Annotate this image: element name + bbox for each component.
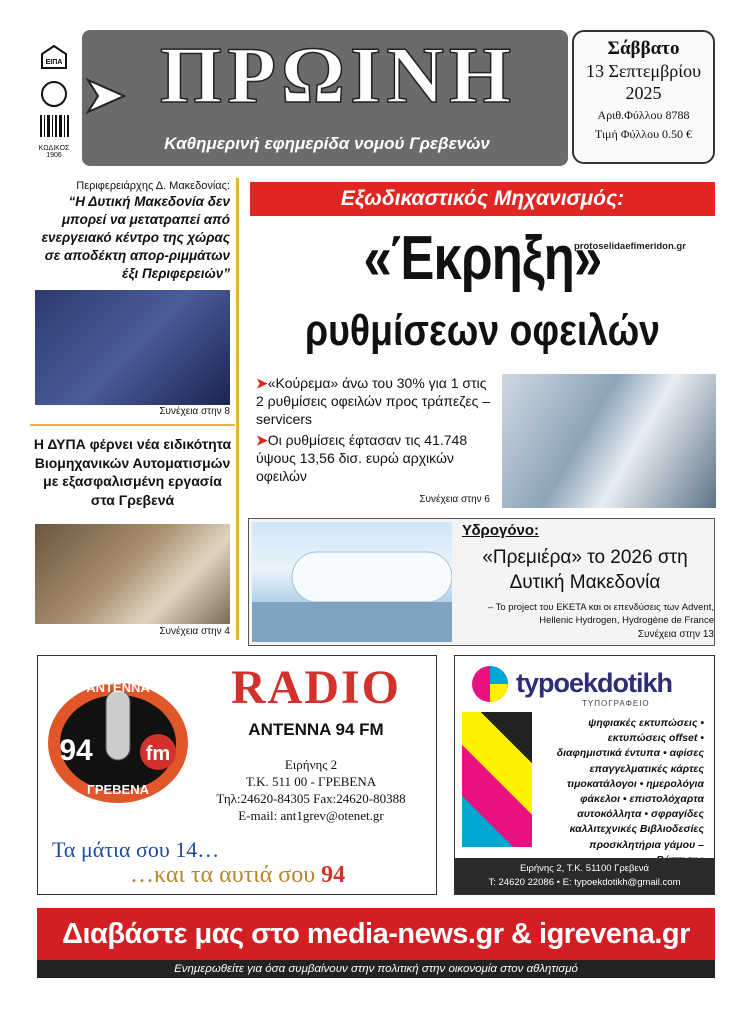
typoekdotikh-footer: Ειρήνης 2, Τ.Κ. 51100 Γρεβενά Τ: 24620 22086 • Ε: typoekdotikh@gmail.com <box>455 858 714 894</box>
svg-text:94: 94 <box>59 734 93 767</box>
radio-slogan-2: …και τα αυτιά σου 94 <box>130 862 346 888</box>
typoekdotikh-logo-icon <box>468 662 512 706</box>
watermark: protoselidaefimeridon.gr <box>574 241 686 252</box>
radio-microphone-logo <box>46 668 191 818</box>
house-logo-icon <box>34 42 74 70</box>
hydrogen-headline[interactable]: «Πρεμιέρα» το 2026 στη Δυτική Μακεδονία <box>482 547 688 593</box>
website-banner[interactable]: Διαβάστε μας στο media-news.gr & igrevena.gr <box>37 908 715 960</box>
cmyk-swatch-graphic <box>462 712 532 847</box>
newspaper-subtitle: Καθημερινή εφημερίδα νομού Γρεβενών <box>164 134 490 153</box>
main-bullet-2: ➤Οι ρυθμίσεις έφτασαν τις 41.748 ύψους 13,56 δισ. ευρώ αρχικών οφειλών <box>256 432 468 484</box>
hydrogen-tank-photo <box>252 522 452 642</box>
main-bullet-1: ➤«Κούρεμα» άνω του 30% για 1 στις 2 ρυθμίσεις οφειλών προς τράπεζες – servicers <box>256 375 491 427</box>
barcode-icon <box>34 113 74 139</box>
day-label: Σάββατο <box>607 38 680 59</box>
left-divider <box>30 424 235 426</box>
microphone-icon <box>106 690 130 760</box>
bottom-strip: Ενημερωθείτε για όσα συμβαίνουν στην πολιτική στην οικονομία στον αθλητισμό <box>37 960 715 978</box>
dypa-meeting-photo <box>35 524 230 624</box>
radio-subtitle: ANTENNA 94 FM <box>248 720 384 739</box>
hydrogen-continued[interactable]: Συνέχεια στην 13 <box>637 629 714 640</box>
main-story-banner: Εξωδικαστικός Μηχανισμός: <box>250 182 715 216</box>
hydrogen-subtext: – Το project του ΕΚΕΤΑ και οι επενδύσεις των Advent, Hellenic Hydrogen, Hydrogène de France <box>487 602 714 626</box>
left-story-2-continued[interactable]: Συνέχεια στην 4 <box>159 626 230 637</box>
left-story-1-lead: Περιφερειάρχης Δ. Μακεδονίας: <box>76 180 230 192</box>
regional-governor-photo <box>35 290 230 405</box>
code-label: ΚΩΔΙΚΟΣ 1906 <box>38 145 70 159</box>
svg-text:ΓΡΕΒΕΝΑ: ΓΡΕΒΕΝΑ <box>87 782 149 797</box>
hydrogen-tank-icon <box>252 522 452 642</box>
svg-text:ΕΙΠΑ: ΕΙΠΑ <box>45 59 63 66</box>
main-headline-2[interactable]: ρυθμίσεων οφειλών <box>304 306 660 355</box>
main-story-continued[interactable]: Συνέχεια στην 6 <box>419 494 490 505</box>
left-story-1-headline[interactable]: “Η Δυτική Μακεδονία δεν μπορεί να μετατραπεί από ενεργειακό κέντρο της χώρας σε αποδέκτη απορ-ριμμάτων έξι Περιφερειών” <box>41 194 230 281</box>
hydrogen-label: Υδρογόνο: <box>462 522 539 539</box>
date-label: 13 Σεπτεμβρίου <box>586 61 701 81</box>
date-box <box>572 30 715 164</box>
main-headline-1[interactable]: «Έκρηξη» <box>363 224 602 293</box>
radio-slogan-1: Τα μάτια σου 14… <box>52 837 220 862</box>
svg-text:ΑΝΤΕΝΝΑ: ΑΝΤΕΝΝΑ <box>86 680 150 695</box>
left-story-2-headline[interactable]: Η ΔΥΠΑ φέρνει νέα ειδικότητα Βιομηχανικών Αυτοματισμών με εξασφαλισμένη εργασία στα Γρεβενά <box>33 436 232 508</box>
svg-text:fm: fm <box>145 743 171 765</box>
newspaper-title: ΠΡΩΙΝΗ <box>159 32 517 120</box>
left-badges <box>34 42 74 162</box>
radio-email[interactable]: E-mail: ant1grev@otenet.gr <box>238 808 384 823</box>
typoekdotikh-services: ψηφιακές εκτυπώσεις • εκτυπώσεις offset • διαφημιστικά έντυπα • αφίσες επαγγελματικές κάρτες τιμοκατάλογοι • ημερολόγια φάκελοι • επιστολόχαρτα αυτοκόλλητα • σφραγίδες καλλιτεχνικές Βιβλιοδεσίες προσκλητήρια γάμου – <box>556 717 704 851</box>
radio-address: Ειρήνης 2 Τ.Κ. 511 00 - ΓΡΕΒΕΝΑ Τηλ:24620-84305 Fax:24620-80388 E-mail: ant1grev@otenet.gr <box>190 756 432 824</box>
radio-title: RADIO <box>230 661 401 714</box>
red-arrow-icon: ➤ <box>256 432 268 448</box>
typoekdotikh-name: typoekdotikh <box>516 668 673 698</box>
issue-number: Αριθ.Φύλλου 8788 <box>597 108 690 122</box>
finance-photo <box>502 374 716 508</box>
seal-icon <box>41 81 67 107</box>
issue-price: Τιμή Φύλλου 0.50 € <box>594 127 693 141</box>
red-arrow-icon: ➤ <box>256 375 268 391</box>
left-story-1-continued[interactable]: Συνέχεια στην 8 <box>159 406 230 417</box>
typoekdotikh-tagline: ΤΥΠΟΓΡΑΦΕΙΟ <box>582 699 650 708</box>
column-divider <box>236 178 239 640</box>
year-label: 2025 <box>625 83 662 103</box>
